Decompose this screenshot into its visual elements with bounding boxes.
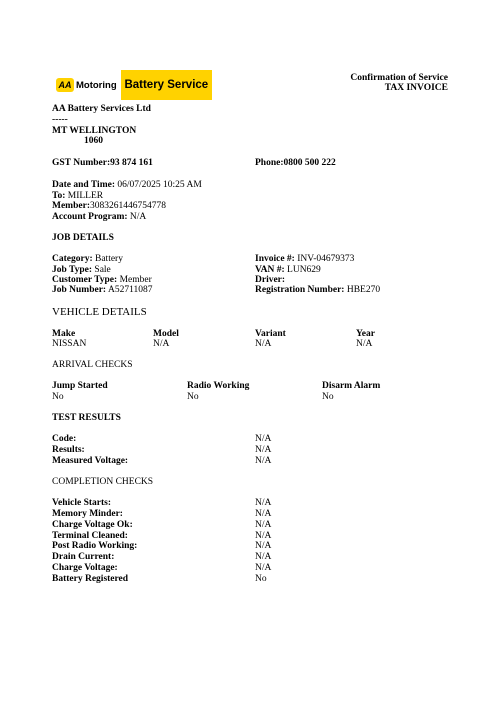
customer-type-value: Member bbox=[119, 275, 152, 285]
category-value: Battery bbox=[95, 254, 123, 264]
driver-label: Driver: bbox=[255, 275, 286, 285]
charge-voltage-ok-value: N/A bbox=[255, 520, 272, 530]
vehicle-variant: N/A bbox=[255, 339, 272, 349]
completion-checks-title: COMPLETION CHECKS bbox=[52, 477, 154, 487]
charge-voltage-label: Charge Voltage: bbox=[52, 563, 118, 573]
phone-number bbox=[255, 158, 336, 168]
company-postcode: 1060 bbox=[84, 136, 103, 146]
customer-type-label: Customer Type: bbox=[52, 275, 118, 285]
tax-invoice-heading: TAX INVOICE bbox=[384, 83, 448, 93]
arrival-disarm-alarm: No bbox=[322, 392, 334, 402]
member-row bbox=[52, 201, 166, 211]
drain-current-value: N/A bbox=[255, 552, 272, 562]
job-number-value: A52711087 bbox=[107, 285, 153, 295]
logo-brand-text: Motoring bbox=[76, 79, 117, 91]
arrival-radio-working: No bbox=[187, 392, 199, 402]
van-value: LUN629 bbox=[287, 265, 321, 275]
vehicle-header-model: Model bbox=[153, 329, 179, 339]
account-label: Account Program: bbox=[52, 212, 128, 222]
job-number-row bbox=[52, 285, 152, 295]
arrival-header-jump-started: Jump Started bbox=[52, 381, 108, 391]
invoice-label: Invoice #: bbox=[255, 254, 295, 264]
post-radio-working-label: Post Radio Working: bbox=[52, 541, 138, 551]
vehicle-starts-label: Vehicle Starts: bbox=[52, 498, 112, 508]
vehicle-year: N/A bbox=[356, 339, 373, 349]
vehicle-starts-value: N/A bbox=[255, 498, 272, 508]
logo-product-text: Battery Service bbox=[121, 70, 212, 100]
vehicle-header-year: Year bbox=[356, 329, 375, 339]
job-number-label: Job Number: bbox=[52, 285, 107, 295]
category-row bbox=[52, 254, 123, 264]
memory-minder-value: N/A bbox=[255, 509, 272, 519]
datetime-label: Date and Time: bbox=[52, 180, 115, 190]
to-row bbox=[52, 191, 103, 201]
address-divider: ----- bbox=[52, 115, 68, 125]
test-results-value: N/A bbox=[255, 445, 272, 455]
job-details-title: JOB DETAILS bbox=[52, 233, 114, 243]
arrival-checks-title: ARRIVAL CHECKS bbox=[52, 360, 133, 370]
test-results-label: Results: bbox=[52, 445, 85, 455]
charge-voltage-ok-label: Charge Voltage Ok: bbox=[52, 520, 133, 530]
test-code-label: Code: bbox=[52, 434, 77, 444]
company-city: MT WELLINGTON bbox=[52, 126, 137, 136]
invoice-value: INV-04679373 bbox=[297, 254, 355, 264]
job-type-label: Job Type: bbox=[52, 265, 93, 275]
drain-current-label: Drain Current: bbox=[52, 552, 115, 562]
arrival-jump-started: No bbox=[52, 392, 64, 402]
battery-registered-label: Battery Registered bbox=[52, 574, 129, 584]
memory-minder-label: Memory Minder: bbox=[52, 509, 123, 519]
aa-logo-icon: AA bbox=[56, 78, 74, 92]
vehicle-make: NISSAN bbox=[52, 339, 87, 349]
aa-motoring-mark bbox=[56, 70, 121, 100]
member-label: Member: bbox=[52, 201, 90, 211]
company-name: AA Battery Services Ltd bbox=[52, 104, 151, 114]
battery-registered-value: No bbox=[255, 574, 267, 584]
vehicle-header-make: Make bbox=[52, 329, 76, 339]
test-code-value: N/A bbox=[255, 434, 272, 444]
member-value: 3083261446754778 bbox=[89, 201, 166, 211]
vehicle-details-title: VEHICLE DETAILS bbox=[52, 306, 147, 318]
gst-number bbox=[52, 158, 153, 168]
van-row bbox=[255, 265, 321, 275]
van-label: VAN #: bbox=[255, 265, 285, 275]
gst-value: 93 874 161 bbox=[110, 158, 153, 168]
to-value: MILLER bbox=[67, 191, 104, 201]
customer-type-row bbox=[52, 275, 152, 285]
driver-row bbox=[255, 275, 285, 285]
gst-label: GST Number: bbox=[52, 158, 111, 168]
date-time-row bbox=[52, 180, 202, 190]
vehicle-model: N/A bbox=[153, 339, 170, 349]
arrival-header-radio-working: Radio Working bbox=[187, 381, 250, 391]
account-value: N/A bbox=[129, 212, 147, 222]
test-results-title: TEST RESULTS bbox=[52, 413, 121, 423]
terminal-cleaned-label: Terminal Cleaned: bbox=[52, 531, 128, 541]
aa-battery-service-logo bbox=[56, 70, 212, 100]
registration-value: HBE270 bbox=[346, 285, 381, 295]
job-type-value: Sale bbox=[94, 265, 111, 275]
measured-voltage-value: N/A bbox=[255, 456, 272, 466]
phone-label: Phone: bbox=[255, 158, 284, 168]
terminal-cleaned-value: N/A bbox=[255, 531, 272, 541]
phone-value: 0800 500 222 bbox=[283, 158, 336, 168]
registration-label: Registration Number: bbox=[255, 285, 345, 295]
arrival-header-disarm-alarm: Disarm Alarm bbox=[322, 381, 381, 391]
post-radio-working-value: N/A bbox=[255, 541, 272, 551]
account-program-row bbox=[52, 212, 146, 222]
job-type-row bbox=[52, 265, 111, 275]
measured-voltage-label: Measured Voltage: bbox=[52, 456, 129, 466]
charge-voltage-value: N/A bbox=[255, 563, 272, 573]
datetime-value: 06/07/2025 10:25 AM bbox=[117, 180, 202, 190]
category-label: Category: bbox=[52, 254, 93, 264]
registration-row bbox=[255, 285, 380, 295]
confirmation-heading: Confirmation of Service bbox=[350, 73, 448, 83]
invoice-row bbox=[255, 254, 354, 264]
to-label: To: bbox=[52, 191, 66, 201]
vehicle-header-variant: Variant bbox=[255, 329, 286, 339]
